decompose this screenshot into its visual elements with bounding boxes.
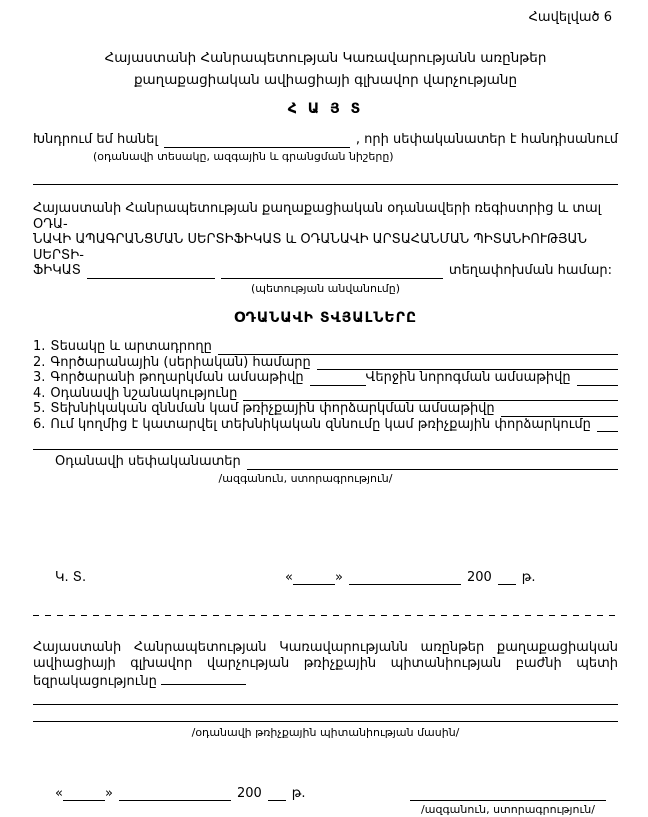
conclusion-blank-field xyxy=(161,672,246,685)
year-blank-field xyxy=(498,570,516,585)
guillemet-open: « xyxy=(285,569,293,585)
state-name-note: (պետության անվանումը) xyxy=(250,282,401,295)
state-name-blank-field xyxy=(87,264,215,279)
owner-label: Օդանավի սեփականատեր xyxy=(55,454,241,469)
owner-signature-note: /ազգանուն, ստորագրություն/ xyxy=(218,471,393,485)
item-number: 5. xyxy=(33,401,46,416)
request-body xyxy=(33,201,618,279)
continuation-blank-line xyxy=(33,172,618,185)
owner-row xyxy=(33,454,618,470)
purpose-blank-field xyxy=(243,386,618,401)
conclusion-paragraph xyxy=(33,640,618,690)
form-header xyxy=(33,47,618,91)
year-century: 200 xyxy=(466,569,492,585)
request-body-line-3 xyxy=(33,263,618,279)
seal-abbreviation: Կ. Տ. xyxy=(55,569,87,585)
appendix-label: Հավելված 6 xyxy=(528,10,612,25)
item-number: 4. xyxy=(33,385,46,401)
signature-block xyxy=(410,786,606,817)
signature-note: /ազգանուն, ստորագրություն/ xyxy=(421,802,595,816)
list-item-purpose xyxy=(33,386,618,402)
list-item-inspector xyxy=(33,417,618,433)
inspector-blank-field xyxy=(597,417,618,432)
year-era: թ. xyxy=(291,785,306,801)
item-label: Տեսակը և արտադրողը xyxy=(50,339,212,354)
form-title: Հ Ա Յ Տ xyxy=(287,101,364,117)
item-number: 3. xyxy=(33,370,46,385)
tear-off-dashed-divider xyxy=(33,615,618,616)
conclusion-blank-line-2 xyxy=(33,720,618,722)
airworthiness-note: /օդանավի թռիչքային պիտանիության մասին/ xyxy=(191,725,460,739)
footer-date-line xyxy=(33,786,306,801)
conclusion-text: Հայաստանի Հանրապետության Կառավարությանն առընթեր քաղաքացիական ավիացիայի գլխավոր վարչության թռիչքային պիտանիության բաժնի պետի եզրակացությունը xyxy=(33,639,618,689)
intro-prefix: Խնդրում եմ հանել xyxy=(33,132,158,147)
year-century: 200 xyxy=(236,785,262,801)
transfer-suffix: տեղափոխման համար: xyxy=(448,263,613,278)
aircraft-type-note: (օդանավի տեսակը, ազգային և գրանցման նիշերը) xyxy=(93,150,394,163)
type-manufacturer-blank-field xyxy=(218,340,618,355)
aircraft-data-heading: ՕԴԱՆԱՎԻ ՏՎՅԱԼՆԵՐԸ xyxy=(233,310,418,326)
state-name-blank-field-2 xyxy=(221,264,443,279)
last-repair-date-blank-field xyxy=(577,371,618,386)
request-body-line-1: Հայաստանի Հանրապետության քաղաքացիական օդանավերի ռեգիստրից և տալ ՕԴԱ- xyxy=(33,201,602,232)
guillemet-close: » xyxy=(104,785,113,801)
year-blank-field xyxy=(268,786,286,801)
certificate-word-part: ՖԻԿԱՏ xyxy=(33,263,81,278)
header-line-1: Հայաստանի Հանրապետության Կառավարությանն առընթեր xyxy=(104,50,547,66)
request-intro-row xyxy=(33,132,618,148)
date-line xyxy=(285,570,536,585)
conclusion-blank-line-1 xyxy=(33,703,618,705)
item-number: 2. xyxy=(33,354,46,370)
item-number: 1. xyxy=(33,339,46,354)
item-number: 6. xyxy=(33,416,46,432)
item-label: Գործարանի թողարկման ամսաթիվը xyxy=(50,370,304,385)
serial-number-blank-field xyxy=(317,355,618,370)
day-blank-field xyxy=(293,570,335,585)
list-item-serial xyxy=(33,355,618,371)
month-blank-field xyxy=(119,786,231,801)
year-era: թ. xyxy=(521,569,536,585)
guillemet-open: « xyxy=(55,785,63,801)
release-date-blank-field xyxy=(310,371,366,386)
day-blank-field xyxy=(63,786,105,801)
aircraft-type-blank-field xyxy=(164,133,350,148)
owner-signature-blank-field xyxy=(247,455,618,470)
list-item-inspection-date xyxy=(33,401,618,417)
footer-row xyxy=(33,786,618,817)
guillemet-close: » xyxy=(334,569,343,585)
item-label: Գործարանային (սերիական) համարը xyxy=(50,354,311,370)
signature-blank-field xyxy=(410,786,606,801)
header-line-2: քաղաքացիական ավիացիայի գլխավոր վարչությանը xyxy=(133,72,518,88)
list-item-type xyxy=(33,339,618,355)
list-item-dates xyxy=(33,370,618,386)
item-label: Ում կողմից է կատարվել տեխնիկական զննումը կամ թռիչքային փորձարկումը xyxy=(50,416,591,432)
item-label: Օդանավի նշանակությունը xyxy=(50,385,238,401)
item-label: Տեխնիկական զննման կամ թռիչքային փորձարկման ամսաթիվը xyxy=(50,401,495,416)
item-label-2: Վերջին նորոգման ամսաթիվը xyxy=(365,370,571,385)
inspection-date-blank-field xyxy=(501,402,618,417)
intro-suffix: , որի սեփականատեր է հանդիսանում xyxy=(355,132,618,147)
aircraft-data-list xyxy=(33,339,618,486)
request-body-line-2: ՆԱՎԻ ԱՊԱԳՐԱՆՑՄԱՆ ՍԵՐՏԻՖԻԿԱՏ և ՕԴԱՆԱՎԻ ԱՐՏԱՀԱՆՄԱՆ ՊԻՏԱՆԻՈՒԹՅԱՆ ՍԵՐՏԻ- xyxy=(33,232,587,263)
month-blank-field xyxy=(349,570,461,585)
inspector-continuation-blank-line xyxy=(33,435,618,450)
seal-and-date-row xyxy=(33,570,618,585)
